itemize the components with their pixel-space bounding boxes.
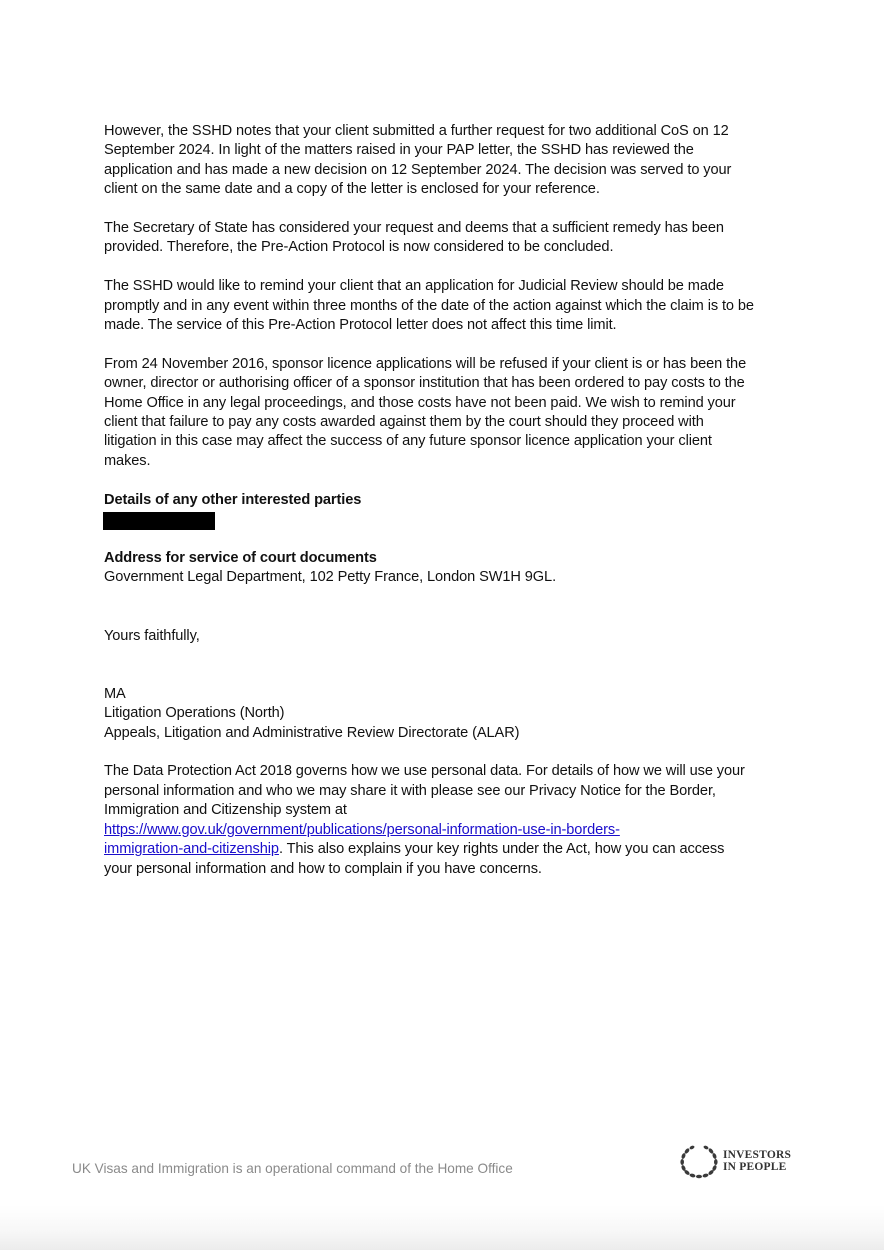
- investors-in-people-logo: [679, 1143, 791, 1179]
- privacy-notice: [104, 762, 756, 878]
- service-address: Government Legal Department, 102 Petty France, London SW1H 9GL.: [104, 569, 557, 586]
- logo-line2: IN PEOPLE: [723, 1161, 787, 1173]
- logo-text: [723, 1149, 791, 1173]
- privacy-text-after: . This also explains your key rights under the Act, how you can access your personal information and how to complain if you have concerns.: [104, 841, 725, 877]
- letter-body: [104, 122, 756, 898]
- paragraph-remedy: The Secretary of State has considered your request and deems that a sufficient remedy has been provided. Therefore, the Pre-Action Protocol is now considered to be concluded.: [104, 220, 724, 256]
- paragraph-sponsor-licence: From 24 November 2016, sponsor licence applications will be refused if your client is or has been the owner, director or authorising officer of a sponsor institution that has been ordered to pay costs to the Home Office in any legal proceedings, and those costs have not been paid. We wish to remind your client that failure to pay any costs awarded against them by the court should they proceed with litigation in this case may affect the success of any future sponsor licence application your client makes.: [104, 355, 747, 469]
- wreath-icon: [679, 1143, 719, 1179]
- paragraph-judicial-review: The SSHD would like to remind your client that an application for Judicial Review should be made promptly and in any event within three months of the date of the action against which the claim is to be made. The service of this Pre-Action Protocol letter does not affect this time limit.: [104, 278, 754, 334]
- closing: Yours faithfully,: [104, 627, 200, 644]
- paragraph-new-decision: However, the SSHD notes that your client submitted a further request for two additional CoS on 12 September 2024. In light of the matters raised in your PAP letter, the SSHD has reviewed the application and has made a new decision on 12 September 2024. The decision was served to your client on the same date and a copy of the letter is enclosed for your reference.: [104, 123, 732, 198]
- redaction-block: [103, 512, 215, 530]
- logo-line1: INVESTORS: [723, 1149, 792, 1161]
- footer-text: UK Visas and Immigration is an operational command of the Home Office: [72, 1161, 513, 1176]
- signature-block: [104, 685, 756, 743]
- signature-name: MA: [104, 685, 126, 702]
- signature-directorate: Appeals, Litigation and Administrative Review Directorate (ALAR): [104, 724, 520, 741]
- service-address-heading: Address for service of court documents: [104, 550, 377, 567]
- interested-parties-heading: Details of any other interested parties: [104, 491, 362, 508]
- privacy-text-before: The Data Protection Act 2018 governs how we use personal data. For details of how we will use your personal information and who we may share it with please see our Privacy Notice for the Border, Immigration and Citizenship system at: [104, 763, 745, 819]
- page-bottom-shadow: [0, 1205, 884, 1250]
- privacy-notice-link[interactable]: https://www.gov.uk/government/publications/personal-information-use-in-borders- immigration-and-citizenship: [104, 821, 620, 858]
- signature-team: Litigation Operations (North): [104, 705, 285, 722]
